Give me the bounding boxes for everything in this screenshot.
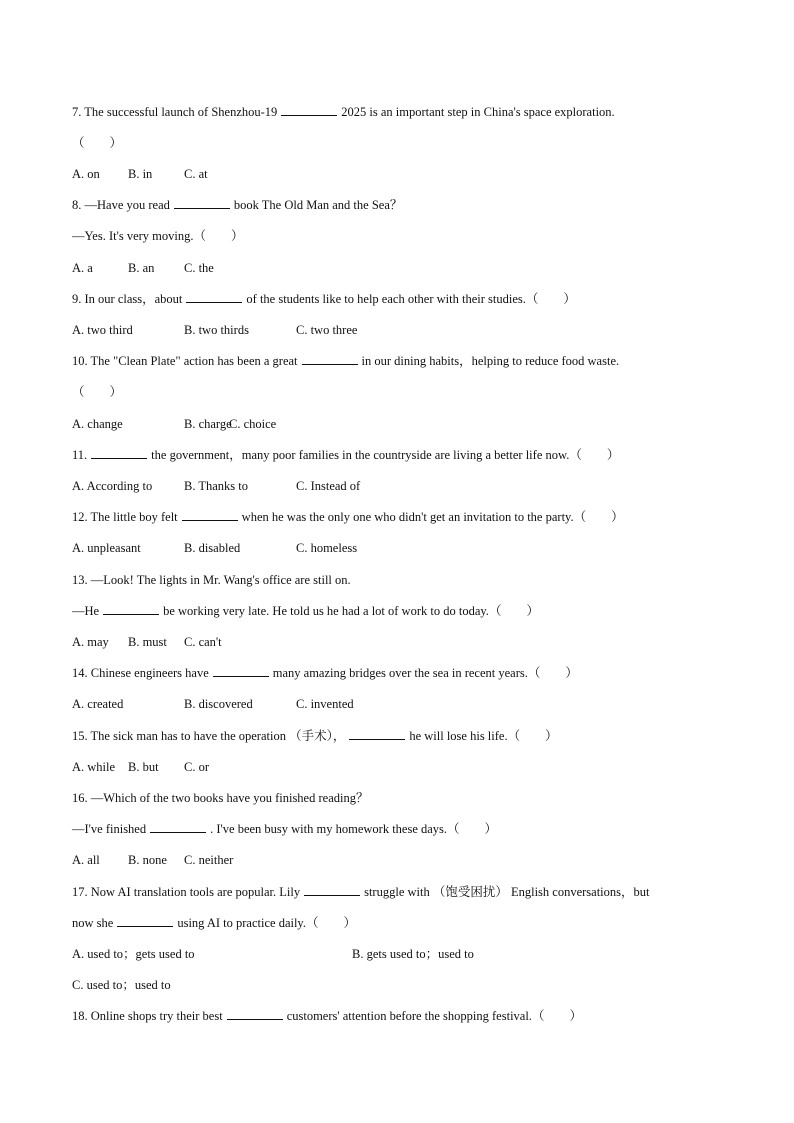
answer-bracket: （ ） <box>72 385 123 399</box>
answer-bracket: （ ） <box>306 916 357 930</box>
question-text: Now AI translation tools are popular. Lily <box>90 885 301 899</box>
option-c: C. at <box>184 167 208 181</box>
question-16 <box>72 790 368 806</box>
answer-bracket: （ ） <box>525 292 576 306</box>
question-number: 11. <box>72 448 88 462</box>
option-c: C. two three <box>296 323 358 337</box>
question-7 <box>72 104 615 120</box>
question-15 <box>72 728 558 744</box>
question-18 <box>72 1008 582 1024</box>
answer-bracket: （ ） <box>527 666 578 680</box>
question-text: —Which of the two books have you finished reading？ <box>90 791 369 805</box>
answer-bracket: （ ） <box>72 136 123 150</box>
question-text: Online shops try their best <box>90 1009 223 1023</box>
option-c: C. invented <box>296 697 354 711</box>
option-b: B. charge <box>184 417 232 431</box>
question-13-line2 <box>72 603 539 619</box>
question-9 <box>72 291 576 307</box>
option-a: A. all <box>72 853 100 867</box>
question-text: Chinese engineers have <box>90 666 209 680</box>
answer-blank <box>281 104 337 116</box>
question-text: The sick man has to have the operation （手术）， <box>90 729 346 743</box>
question-number: 14. <box>72 666 88 680</box>
question-13 <box>72 572 351 588</box>
option-a: A. on <box>72 167 100 181</box>
question-8-line2 <box>72 228 244 244</box>
answer-bracket: （ ） <box>569 448 620 462</box>
answer-bracket: （ ） <box>531 1009 582 1023</box>
option-b: B. disabled <box>184 541 241 555</box>
question-text: customers' attention before the shopping festival. <box>286 1009 532 1023</box>
question-text: the government，many poor families in the countryside are living a better life now. <box>151 448 570 462</box>
question-text: —Yes. It's very moving. <box>72 229 194 243</box>
question-text: The little boy felt <box>90 510 178 524</box>
option-a: A. two third <box>72 323 133 337</box>
question-10 <box>72 353 619 369</box>
question-text: struggle with （饱受困扰） English conversations，but <box>364 885 650 899</box>
question-text: he will lose his life. <box>409 729 508 743</box>
option-c: C. homeless <box>296 541 358 555</box>
answer-blank <box>349 728 405 740</box>
question-17 <box>72 884 650 900</box>
question-17-line2 <box>72 915 356 931</box>
option-b: B. two thirds <box>184 323 249 337</box>
option-a: A. used to；gets used to <box>72 947 195 961</box>
question-14 <box>72 665 578 681</box>
option-c: C. can't <box>184 635 222 649</box>
option-a: A. a <box>72 261 93 275</box>
question-number: 12. <box>72 510 88 524</box>
question-number: 13. <box>72 573 88 587</box>
question-text: —He <box>72 604 100 618</box>
option-b: B. gets used to；used to <box>352 947 474 961</box>
question-number: 10. <box>72 354 88 368</box>
option-a: A. may <box>72 635 109 649</box>
option-b: B. none <box>128 853 167 867</box>
question-number: 18. <box>72 1009 88 1023</box>
option-b: B. but <box>128 760 159 774</box>
question-11 <box>72 447 619 463</box>
question-text: —Have you read <box>84 198 170 212</box>
question-number: 9. <box>72 292 82 306</box>
question-text: in our dining habits，helping to reduce food waste. <box>361 354 620 368</box>
question-text: of the students like to help each other with their studies. <box>246 292 526 306</box>
option-a: A. According to <box>72 479 153 493</box>
option-c: C. the <box>184 261 214 275</box>
question-number: 16. <box>72 791 88 805</box>
question-text: when he was the only one who didn't get an invitation to the party. <box>241 510 574 524</box>
answer-bracket: （ ） <box>507 729 558 743</box>
option-a: A. unpleasant <box>72 541 141 555</box>
answer-bracket: （ ） <box>193 229 244 243</box>
answer-blank <box>150 821 206 833</box>
answer-blank <box>186 291 242 303</box>
question-16-line2 <box>72 821 497 837</box>
question-text: —Look! The lights in Mr. Wang's office are still on. <box>90 573 351 587</box>
option-a: A. while <box>72 760 116 774</box>
option-c: C. Instead of <box>296 479 361 493</box>
option-b: B. Thanks to <box>184 479 249 493</box>
answer-bracket: （ ） <box>447 822 498 836</box>
answer-blank <box>302 353 358 365</box>
answer-blank <box>182 509 238 521</box>
question-number: 15. <box>72 729 88 743</box>
option-b: B. discovered <box>184 697 253 711</box>
answer-blank <box>174 197 230 209</box>
answer-bracket: （ ） <box>488 604 539 618</box>
option-b: B. must <box>128 635 167 649</box>
question-8 <box>72 197 402 213</box>
question-text: The successful launch of Shenzhou-19 <box>84 105 278 119</box>
answer-blank <box>227 1008 283 1020</box>
question-text: In our class，about <box>84 292 183 306</box>
answer-blank <box>304 884 360 896</box>
question-12 <box>72 509 624 525</box>
option-c: C. or <box>184 760 209 774</box>
question-number: 8. <box>72 198 82 212</box>
question-number: 7. <box>72 105 82 119</box>
question-text: 2025 is an important step in China's space exploration. <box>341 105 615 119</box>
answer-blank <box>117 915 173 927</box>
option-c: C. neither <box>184 853 234 867</box>
question-number: 17. <box>72 885 88 899</box>
option-a: A. change <box>72 417 123 431</box>
option-c: C. choice <box>229 417 277 431</box>
question-text: be working very late. He told us he had a lot of work to do today. <box>163 604 489 618</box>
option-b: B. in <box>128 167 153 181</box>
question-text: book The Old Man and the Sea？ <box>233 198 403 212</box>
answer-blank <box>103 603 159 615</box>
option-b: B. an <box>128 261 155 275</box>
question-text: The "Clean Plate" action has been a great <box>90 354 298 368</box>
question-text: using AI to practice daily. <box>177 916 306 930</box>
option-a: A. created <box>72 697 124 711</box>
answer-blank <box>91 447 147 459</box>
question-text: —I've finished <box>72 822 147 836</box>
answer-bracket: （ ） <box>573 510 624 524</box>
answer-blank <box>213 665 269 677</box>
question-text: many amazing bridges over the sea in recent years. <box>272 666 528 680</box>
option-c: C. used to；used to <box>72 978 171 992</box>
question-text: now she <box>72 916 114 930</box>
question-text: . I've been busy with my homework these days. <box>210 822 448 836</box>
